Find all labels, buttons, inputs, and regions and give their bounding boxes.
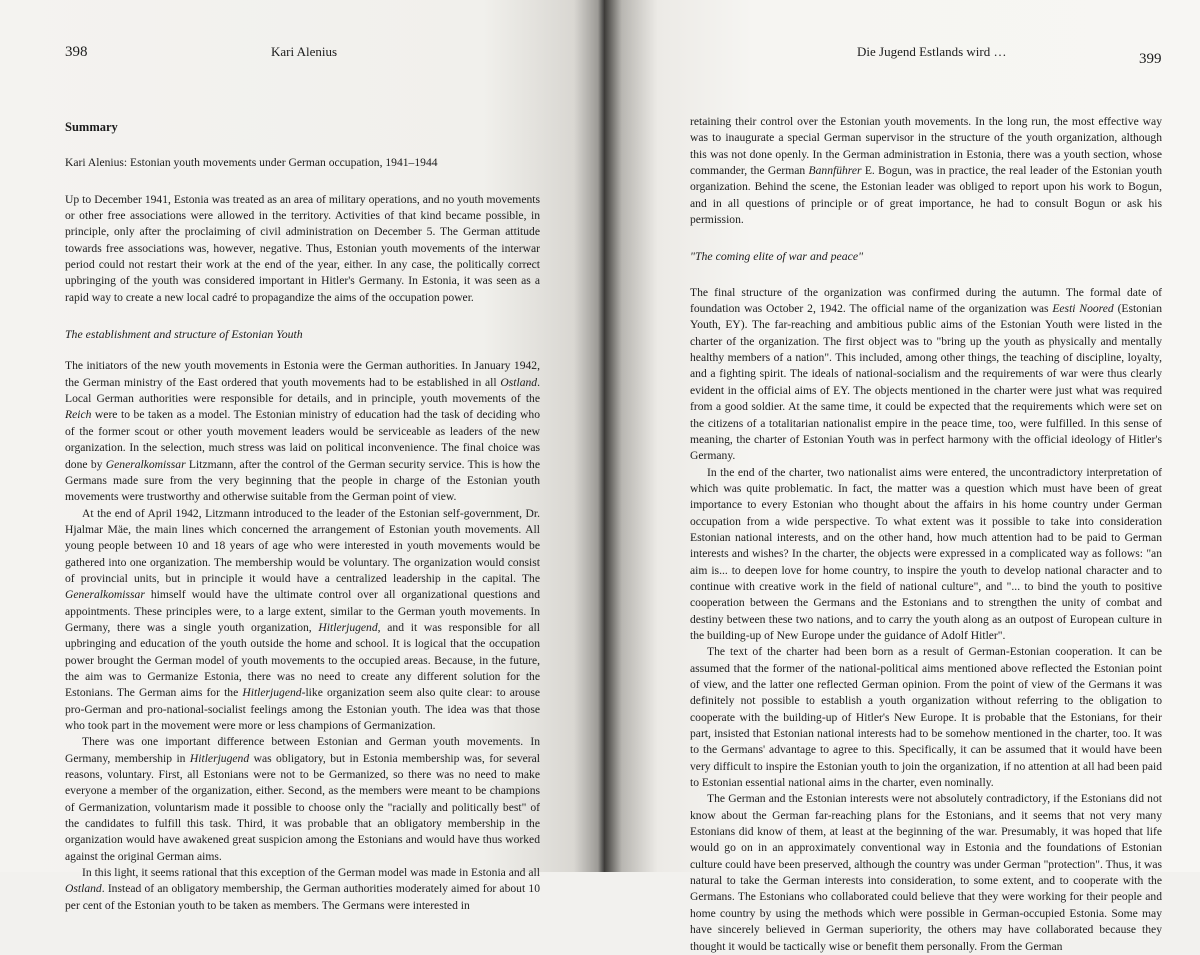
paragraph: At the end of April 1942, Litzmann introduced to the leader of the Estonian self-government, Dr. Hjalmar Mäe, the main lines which concerned the arrangement of Estonian youth movements. All young people between 10 and 18 years of age who were interested in youth movements would be gathered into one organization. The membership would be voluntary. The organization would consist of provincial units, but in principle it would have a centralized leadership in the capital. The Generalkomissar himself would have the ultimate control over all organizational questions and appointments. These principles were, to a large extent, similar to the German youth movements. In Germany, there was a single youth organization, Hitlerjugend, and it was responsible for all upbringing and education of the youth outside the home and school. It is logical that the occupation power brought the German model of youth movements to the occupied areas. Because, in the future, the aim was to Germanize Estonia, there was no need to create any different solution for the Estonians. The German aims for the Hitlerjugend-like organization seem also quite clear: to arouse pro-German and pro-national-socialist feelings among the Estonian youth. The idea was that those who took part in the movement were more or less champions of Germanization. — [65, 506, 540, 732]
right-page — [604, 0, 1200, 953]
paragraph: The initiators of the new youth movements in Estonia were the German authorities. In January 1942, the German ministry of the East ordered that youth movements had to be established in all Ostland. Local German authorities were responsible for details, and in principle, youth movements of the Reich were to be taken as a model. The Estonian ministry of education had the task of deciding who of the former scout or other youth movement leaders would be serviceable as leaders of the new organization. In the selection, much stress was laid on political inconvenience. The final choice was done by Generalkomissar Litzmann, after the control of the German security service. This is how the Germans made sure from the very beginning that the people in charge of the Estonian youth movements were trustworthy and otherwise suitable from the German point of view. — [65, 359, 540, 504]
left-page-body — [65, 119, 540, 914]
paragraph: There was one important difference between Estonian and German youth movements. In Germany, membership in Hitlerjugend was obligatory, but in Estonia membership was, for several reasons, voluntary. First, all Estonians were not to be Germanized, so there was no need to make everyone a member of the organization, either. Second, as the members were meant to be champions of Germanization, voluntarism made it possible to choose only the "racially and politically best" of the candidates to fulfill this task. Third, it was probable that an obligatory membership in the organization would have awakened great suspicion among the Estonians and would have thus worked against the original German aims. — [65, 735, 540, 863]
summary-subtitle: Kari Alenius: Estonian youth movements under German occupation, 1941–1944 — [65, 156, 438, 170]
paragraph: The final structure of the organization was confirmed during the autumn. The formal date of foundation was October 2, 1942. The official name of the organization was Eesti Noored (Estonian Youth, EY). The far-reaching and ambitious public aims of the Estonian Youth were listed in the charter of the organization. The first object was to "bring up the youth as physically and mentally healthy members of a nation". This included, among other things, the teaching of discipline, loyalty, and a fighting spirit. The ideals of national-socialism and the requirements of war were thus clearly evident in the official aims of EY. The objects mentioned in the charter were just what was required from a good soldier. At the same time, it could be expected that the requirements which were set on the citizens of a totalitarian nationalist empire in the peace time, too, were fulfilled. In this sense of meaning, the charter of Estonian Youth was in perfect harmony with the official ideology of Hitler's Germany. — [690, 285, 1162, 463]
running-head-left: Kari Alenius — [271, 44, 338, 59]
paragraph: The text of the charter had been born as a result of German-Estonian cooperation. It can be assumed that the former of the national-political aims mentioned above reflected the Estonian point of view, and the latter one reflected German opinion. From the point of view of the Germans it was definitely not possible to establish a youth organization without referring to the obligation to cooperate with the building-up of Hitler's New Europe. It is probable that the Estonians, for their part, insisted that Estonian national interests had to be somehow mentioned in the charter, too. It was to the Germans' advantage to agree to this. Specifically, it can be assumed that it would have been very difficult to inspire the Estonian youth to join the organization, if no attention at all had been paid to Estonian essential national aims in the charter, even nominally. — [690, 645, 1162, 790]
paragraph: In the end of the charter, two nationalist aims were entered, the uncontradictory interpretation of which was quite problematic. In fact, the matter was a question which must have been of great importance to every Estonian who thought about the affairs in his home country under German occupation from a wide perspective. To what extent was it possible to take into consideration Estonian national interests, and on the other hand, how much attention had to be paid to German interests and wishes? In the charter, the objects were expressed in a complicated way as follows: "an aim is... to deepen love for home country, to inspire the youth to develop national character and to continue with creative work in the field of national culture", and "... to bind the youth to positive cooperation between the Germans and the Estonians and to strengthen the unity of combat and destiny between these two nations, and to carry the youth along as an outpost of European culture in the building-up of New Europe under the guidance of Adolf Hitler". — [690, 465, 1162, 642]
section-heading-establishment: The establishment and structure of Estonian Youth — [65, 327, 303, 342]
paragraph: In this light, it seems rational that this exception of the German model was made in Estonia and all Ostland. Instead of an obligatory membership, the German authorities moderately aimed for about 10 per cent of the Estonian youth to be taken as members. The Germans were interested in — [65, 866, 540, 912]
page-number-right: 399 — [1139, 51, 1162, 67]
page-number-left: 398 — [65, 44, 88, 60]
intro-paragraph: Up to December 1941, Estonia was treated as an area of military operations, and no youth movements or other free associations were allowed in the territory. Activities of that kind became possible, in principle, only after the proclaiming of civil administration on December 5. The German attitude towards free associations was, however, negative. Thus, Estonian youth movements of the interwar period could not restart their work at the end of the year, either. In any case, the politically correct upbringing of the youth was considered important in Hitler's Germany. In Estonia, it was seen as a rapid way to create a new local cadré to propagandize the aims of the occupation power. — [65, 192, 540, 304]
running-head-right: Die Jugend Estlands wird … — [857, 44, 1007, 59]
right-page-body — [690, 114, 1162, 955]
paragraph: The German and the Estonian interests were not absolutely contradictory, if the Estonians did not know about the German far-reaching plans for the Estonians, and it seems that not very many Estonians did know of them, at least at the beginning of the war. Presumably, it was hoped that life would go on in an approximately conventional way in Estonia and the foundations of Estonian culture could have been preserved, although the country was under German "protection". Thus, it was natural to take the German interests into consideration, to some extent, and to cooperate with the Germans. The Estonians who collaborated could believe that they were working for their people and home country by using the methods which were possible in German-occupied Estonia. Some may have sincerely believed in German superiority, the others may have collaborated because they thought it would be tactically wise or benefit them personally. From the German — [690, 792, 1162, 953]
left-page — [0, 0, 604, 912]
paragraph: retaining their control over the Estonian youth movements. In the long run, the most effective way was to inaugurate a special German supervisor in the structure of the youth organization, although this was not done openly. In the German administration in Estonia, there was a youth section, whose commander, the German Bannführer E. Bogun, was in practice, the real leader of the Estonian youth organization. Behind the scene, the Estonian leader was obliged to report upon his work to Bogun, and in all questions of principle or of great importance, he had to consult Bogun or ask his permission. — [690, 115, 1163, 227]
summary-heading: Summary — [65, 120, 118, 134]
section-heading-elite: "The coming elite of war and peace" — [690, 249, 864, 264]
